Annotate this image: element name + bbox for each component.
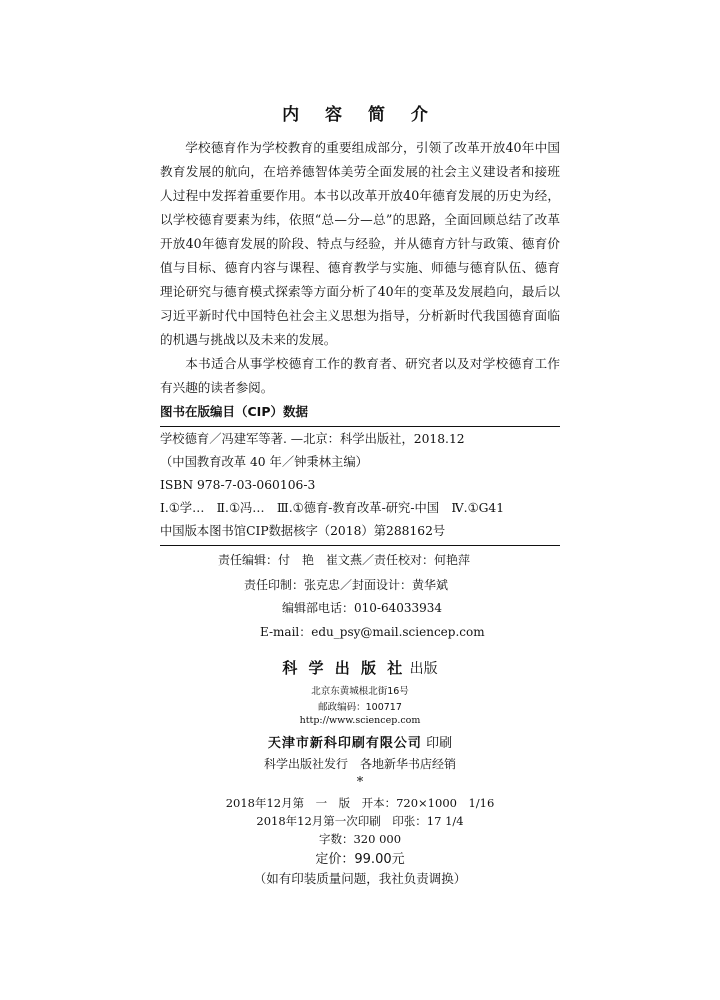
credit-production: 责任印制：张克忠／封面设计：黄华斌 [244,578,449,592]
printer-name: 天津市新科印刷有限公司 [267,736,422,751]
price-line: 定价：99.00元 [315,852,405,867]
cip-top-rule [160,426,560,427]
summary-text [160,136,560,400]
cip-line-title: 学校德育／冯建军等著. —北京：科学出版社，2018.12 [160,432,465,446]
distribution-line: 科学出版社发行 各地新华书店经销 [263,757,456,771]
edition-line-3: 字数：320 000 [318,832,402,846]
cip-line-classification: Ⅰ.①学… Ⅱ.①冯… Ⅲ.①德育-教育改革-研究-中国 Ⅳ.①G41 [160,501,505,515]
publisher-line [0,657,720,678]
credit-email: E-mail：edu_psy@mail.sciencep.com [260,625,485,639]
publisher-postal: 邮政编码：100717 [318,702,402,713]
cip-header: 图书在版编目（CIP）数据 [160,404,308,419]
section-title: 内 容 简 介 [282,105,438,125]
publisher-suffix: 出版 [409,661,438,677]
credit-phone: 编辑部电话：010-64033934 [282,601,443,615]
summary-paragraph-1: 学校德育作为学校教育的重要组成部分，引领了改革开放40年中国教育发展的航向，在培养德智体美劳全面发展的社会主义建设者和接班人过程中发挥着重要作用。本书以改革开放40年德育发展的历史为经，以学校德育要素为纬，依照“总—分—总”的思路，全面回顾总结了改革开放40年德育发展的阶段、特点与经验，并从德育方针与政策、德育价值与目标、德育内容与课程、德育教学与实施、师德与德育队伍、德育理论研究与德育模式探索等方面分析了40年的变革及发展趋向，最后以习近平新时代中国特色社会主义思想为指导，分析新时代我国德育面临的机遇与挑战以及未来的发展。 [160,140,560,347]
edition-line-1: 2018年12月第 一 版 开本：720×1000 1/16 [225,796,495,810]
summary-paragraph-2: 本书适合从事学校德育工作的教育者、研究者以及对学校德育工作有兴趣的读者参阅。 [160,356,560,395]
cip-line-isbn: ISBN 978-7-03-060106-3 [160,478,316,492]
cip-block [160,428,560,543]
publisher-name: 科 学 出 版 社 [282,659,406,677]
publisher-address: 北京东黄城根北街16号 [311,686,409,697]
cip-bottom-rule [160,545,560,546]
publisher-url: http://www.sciencep.com [299,715,421,726]
edition-line-2: 2018年12月第一次印刷 印张：17 1/4 [256,814,464,828]
cip-line-record: 中国版本图书馆CIP数据核字（2018）第288162号 [160,524,446,538]
cip-line-series: （中国教育改革 40 年／钟秉林主编） [160,455,368,469]
printer-line [0,732,720,751]
printer-suffix: 印刷 [426,736,453,751]
quality-note: （如有印装质量问题，我社负责调换） [253,871,467,886]
credit-editors: 责任编辑：付 艳 崔文燕／责任校对：何艳萍 [218,553,471,567]
separator-star: * [356,775,364,790]
